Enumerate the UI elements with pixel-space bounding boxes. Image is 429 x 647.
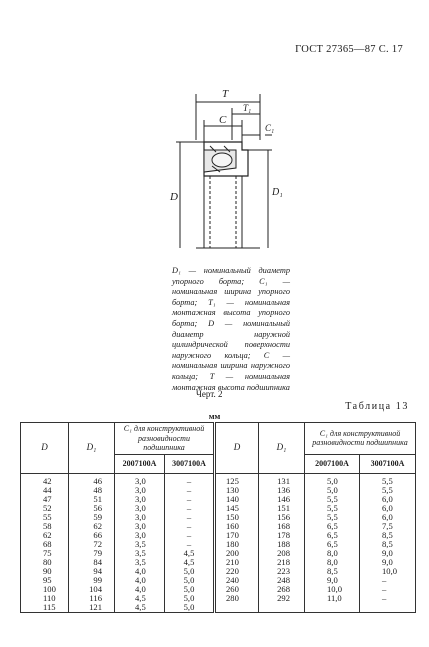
cell-d1: 59: [69, 513, 115, 522]
table-row: [21, 540, 416, 549]
cell-c1-2007100a-right: 8,5: [305, 567, 360, 576]
cell-c1-3007100a: 5,0: [165, 576, 215, 585]
cell-c1-2007100a: 3,0: [115, 495, 165, 504]
cell-d: 52: [21, 504, 69, 513]
cell-c1-3007100a: 5,0: [165, 603, 215, 613]
header-2007100a: 2007100A: [115, 454, 165, 473]
cell-d1: 79: [69, 549, 115, 558]
header-2007100a-right: 2007100A: [305, 454, 360, 473]
table-row: [21, 504, 416, 513]
table-row: [21, 558, 416, 567]
cell-d1: 72: [69, 540, 115, 549]
cell-d1-right: 156: [259, 513, 305, 522]
cell-c1-2007100a: 3,0: [115, 531, 165, 540]
cell-d: 100: [21, 585, 69, 594]
cell-c1-3007100a-right: 9,0: [360, 558, 416, 567]
cell-c1-3007100a-right: 6,0: [360, 504, 416, 513]
cell-c1-2007100a: 3,0: [115, 513, 165, 522]
table-row: [21, 594, 416, 603]
cell-c1-3007100a: –: [165, 486, 215, 495]
label-D: D: [170, 191, 178, 203]
cell-d1: 104: [69, 585, 115, 594]
cell-d: 55: [21, 513, 69, 522]
cell-d1-right: 188: [259, 540, 305, 549]
cell-d1-right: 136: [259, 486, 305, 495]
cell-c1-3007100a-right: 8,5: [360, 531, 416, 540]
cell-d-right: 220: [215, 567, 259, 576]
cell-c1-2007100a: 4,0: [115, 567, 165, 576]
cell-c1-3007100a-right: –: [360, 594, 416, 603]
page-header: ГОСТ 27365—87 С. 17: [295, 44, 403, 55]
cell-d-right: 260: [215, 585, 259, 594]
cell-d: 42: [21, 473, 69, 486]
figure-caption: Черт. 2: [196, 389, 223, 399]
cell-c1-2007100a-right: 6,5: [305, 531, 360, 540]
table-row: [21, 495, 416, 504]
cell-c1-3007100a-right: 5,5: [360, 473, 416, 486]
cell-d1-right: 151: [259, 504, 305, 513]
cell-d1: 62: [69, 522, 115, 531]
cell-c1-3007100a: –: [165, 531, 215, 540]
cell-d1: 66: [69, 531, 115, 540]
cell-d1-right: 131: [259, 473, 305, 486]
cell-d1: 51: [69, 495, 115, 504]
cell-d1-right: [259, 603, 305, 613]
table-row: [21, 531, 416, 540]
header-D-right: D: [215, 423, 259, 474]
cell-c1-3007100a: 4,5: [165, 549, 215, 558]
cell-c1-2007100a-right: 10,0: [305, 585, 360, 594]
table-row: [21, 567, 416, 576]
cell-d: 58: [21, 522, 69, 531]
cell-d: 80: [21, 558, 69, 567]
cell-c1-3007100a-right: 6,0: [360, 513, 416, 522]
cell-d: 47: [21, 495, 69, 504]
cell-d-right: 170: [215, 531, 259, 540]
cell-c1-2007100a: 3,5: [115, 540, 165, 549]
cell-d1-right: 223: [259, 567, 305, 576]
label-C: C: [219, 114, 227, 126]
cell-d1: 56: [69, 504, 115, 513]
cell-c1-3007100a-right: 10,0: [360, 567, 416, 576]
cell-d1-right: 292: [259, 594, 305, 603]
cell-d-right: 160: [215, 522, 259, 531]
table-row: [21, 576, 416, 585]
cell-d: 68: [21, 540, 69, 549]
cell-d1-right: 178: [259, 531, 305, 540]
label-D1: D₁: [272, 187, 283, 198]
header-D1: D₁: [69, 423, 115, 474]
cell-d1-right: 168: [259, 522, 305, 531]
table-row: [21, 473, 416, 486]
cell-d: 44: [21, 486, 69, 495]
cell-d1: 99: [69, 576, 115, 585]
header-D1-right: D₁: [259, 423, 305, 474]
cell-d-right: 145: [215, 504, 259, 513]
cell-d: 115: [21, 603, 69, 613]
cell-c1-3007100a: –: [165, 540, 215, 549]
cell-c1-2007100a-right: 5,5: [305, 513, 360, 522]
cell-d1: 48: [69, 486, 115, 495]
table-title: Таблица 13: [345, 401, 409, 412]
cell-d1-right: 248: [259, 576, 305, 585]
cell-c1-2007100a: 3,0: [115, 522, 165, 531]
cell-c1-2007100a-right: 11,0: [305, 594, 360, 603]
cell-d: 75: [21, 549, 69, 558]
cell-c1-2007100a: 4,5: [115, 594, 165, 603]
cell-c1-3007100a: 5,0: [165, 594, 215, 603]
cell-c1-3007100a-right: 9,0: [360, 549, 416, 558]
bearing-drawing: [150, 80, 290, 260]
cell-d-right: 240: [215, 576, 259, 585]
cell-c1-2007100a-right: 5,5: [305, 495, 360, 504]
cell-c1-3007100a: 5,0: [165, 585, 215, 594]
cell-c1-2007100a-right: 6,5: [305, 540, 360, 549]
cell-c1-3007100a-right: 8,5: [360, 540, 416, 549]
cell-d: 62: [21, 531, 69, 540]
cell-c1-3007100a-right: 6,0: [360, 495, 416, 504]
data-table: [20, 422, 416, 613]
cell-c1-2007100a-right: 8,0: [305, 549, 360, 558]
cell-d-right: 180: [215, 540, 259, 549]
cell-d1-right: 218: [259, 558, 305, 567]
cell-c1-2007100a: 3,5: [115, 558, 165, 567]
cell-d-right: 150: [215, 513, 259, 522]
cell-c1-3007100a: –: [165, 473, 215, 486]
cell-c1-3007100a-right: [360, 603, 416, 613]
cell-c1-2007100a-right: [305, 603, 360, 613]
cell-c1-2007100a-right: 8,0: [305, 558, 360, 567]
table-row: [21, 603, 416, 613]
cell-d-right: 125: [215, 473, 259, 486]
figure-legend: D₁ — номинальный диаметр упорного борта; C₁ — номинальная ширина упорного борта; T₁ — номинальная монтажная высота упорного борта; D — номинальный диаметр наружной цилиндрической поверхности наружного кольца; C — номинальная ширина наружного кольца; T — номинальная монтажная высота подшипника: [172, 266, 290, 392]
cell-c1-3007100a: 4,5: [165, 558, 215, 567]
cell-d-right: 280: [215, 594, 259, 603]
cell-d1-right: 146: [259, 495, 305, 504]
cell-c1-3007100a-right: 5,5: [360, 486, 416, 495]
cell-c1-3007100a: –: [165, 522, 215, 531]
cell-c1-3007100a: –: [165, 504, 215, 513]
cell-d1-right: 268: [259, 585, 305, 594]
cell-d1: 46: [69, 473, 115, 486]
label-T: T: [222, 88, 229, 100]
cell-d-right: 210: [215, 558, 259, 567]
table-row: [21, 585, 416, 594]
cell-c1-2007100a-right: 5,5: [305, 504, 360, 513]
cell-c1-2007100a: 3,5: [115, 549, 165, 558]
cell-c1-2007100a-right: 6,5: [305, 522, 360, 531]
cell-d1: 94: [69, 567, 115, 576]
cell-c1-2007100a: 3,0: [115, 504, 165, 513]
unit-label: мм: [208, 411, 221, 421]
table-row: [21, 549, 416, 558]
cell-d-right: [215, 603, 259, 613]
cell-c1-2007100a-right: 5,0: [305, 486, 360, 495]
cell-c1-2007100a: 3,0: [115, 473, 165, 486]
label-T1: T₁: [243, 103, 252, 113]
header-D: D: [21, 423, 69, 474]
cell-c1-3007100a-right: –: [360, 585, 416, 594]
cell-d: 95: [21, 576, 69, 585]
cell-d1-right: 208: [259, 549, 305, 558]
cell-c1-2007100a: 3,0: [115, 486, 165, 495]
cell-d: 90: [21, 567, 69, 576]
header-3007100a: 3007100A: [165, 454, 215, 473]
cell-d: 110: [21, 594, 69, 603]
cell-d-right: 200: [215, 549, 259, 558]
cell-c1-3007100a: –: [165, 495, 215, 504]
cell-c1-3007100a: –: [165, 513, 215, 522]
cell-d1: 84: [69, 558, 115, 567]
cell-c1-2007100a: 4,0: [115, 585, 165, 594]
cell-d-right: 130: [215, 486, 259, 495]
label-C1: C₁: [265, 123, 275, 133]
header-group-c1: C₁ для конструктивной разновидности подшипника: [115, 423, 215, 455]
cell-c1-2007100a-right: 9,0: [305, 576, 360, 585]
header-3007100a-right: 3007100A: [360, 454, 416, 473]
cell-c1-3007100a: 5,0: [165, 567, 215, 576]
cell-d1: 116: [69, 594, 115, 603]
cell-c1-2007100a: 4,0: [115, 576, 165, 585]
table-row: [21, 486, 416, 495]
cell-c1-3007100a-right: –: [360, 576, 416, 585]
cell-c1-2007100a: 4,5: [115, 603, 165, 613]
header-group-c1-right: C₁ для конструктивной разновидности подшипника: [305, 423, 416, 455]
table-row: [21, 513, 416, 522]
cell-d-right: 140: [215, 495, 259, 504]
table-row: [21, 522, 416, 531]
cell-d1: 121: [69, 603, 115, 613]
cell-c1-2007100a-right: 5,0: [305, 473, 360, 486]
cell-c1-3007100a-right: 7,5: [360, 522, 416, 531]
